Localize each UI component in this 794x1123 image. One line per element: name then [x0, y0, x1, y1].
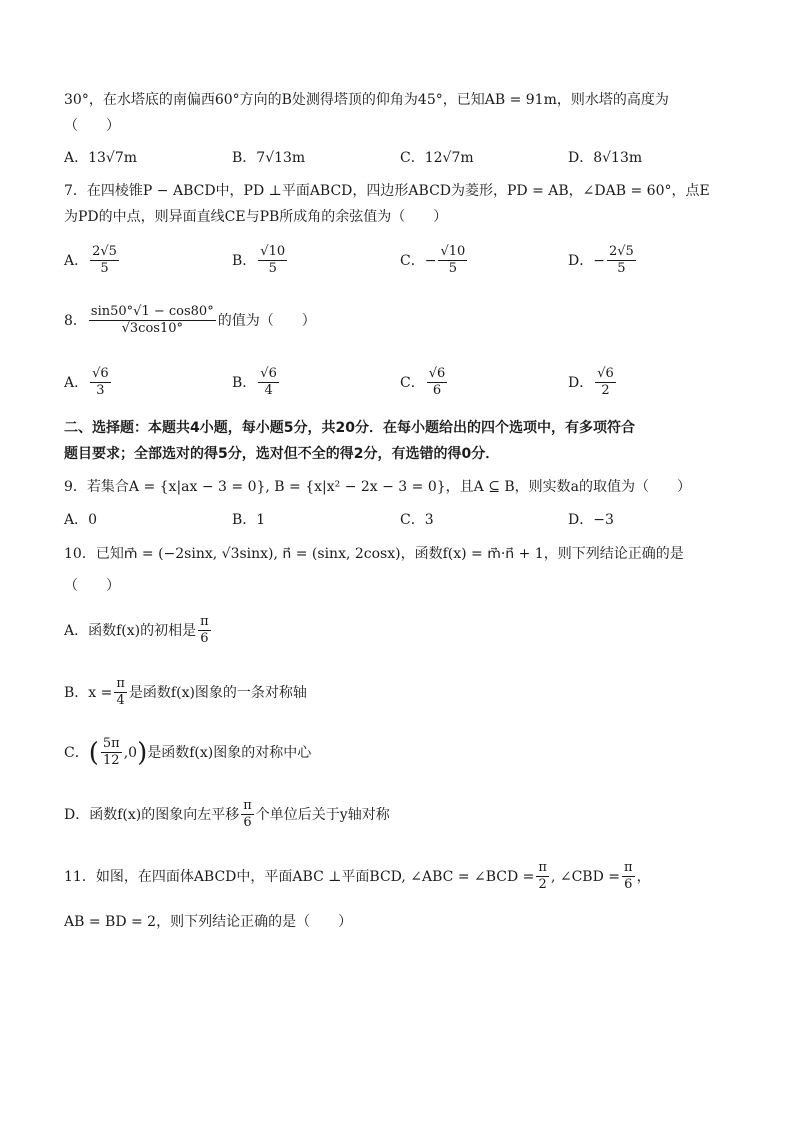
option-text: D．函数f(x)的图象向左平移	[64, 806, 240, 823]
q8-stem	[64, 304, 316, 337]
q7-option-a	[64, 244, 121, 277]
point-second-coordinate: ,0	[123, 744, 138, 761]
fraction	[622, 860, 635, 893]
q11-stem-text: 11．如图，在四面体ABCD中，平面ABC ⊥平面BCD, ∠ABC = ∠BCD =	[64, 868, 535, 885]
numerator: 5π	[102, 736, 120, 751]
option-label: C．	[400, 374, 425, 391]
denominator: 5	[448, 261, 457, 276]
q10-option-b	[64, 676, 307, 709]
left-paren-glyph: (	[88, 737, 99, 768]
fraction	[258, 244, 287, 277]
option-text-tail: 个单位后关于y轴对称	[255, 806, 390, 823]
denominator: 6	[243, 815, 252, 830]
q8-option-c	[400, 366, 449, 399]
option-label: C．	[64, 744, 89, 761]
fraction	[101, 736, 122, 769]
q7-option-b	[232, 244, 289, 277]
numerator: √6	[92, 366, 109, 381]
option-text-tail: 是函数f(x)图象的一条对称轴	[128, 684, 307, 701]
numerator: sin50°√1 − cos80°	[90, 304, 214, 319]
numerator: π	[200, 614, 209, 629]
q7-stem-line2: 为PD的中点，则异面直线CE与PB所成角的余弦值为（ ）	[64, 209, 448, 225]
q6-option-b: B．7√13m	[232, 150, 306, 166]
q9-stem: 9．若集合A = {x|ax − 3 = 0}, B = {x|x² − 2x − 3 = 0}，且A ⊆ B，则实数a的取值为（ ）	[64, 479, 692, 495]
q9-option-d: D．−3	[568, 512, 614, 528]
numerator: π	[624, 860, 633, 875]
question-number: 8．	[64, 312, 87, 329]
fraction	[114, 676, 127, 709]
q6-option-a: A．13√7m	[64, 150, 138, 166]
option-text: A．函数f(x)的初相是	[64, 622, 197, 639]
fraction	[258, 366, 279, 399]
q11-stem-tail: ，	[636, 868, 651, 885]
fraction	[595, 366, 616, 399]
fraction	[536, 860, 549, 893]
fraction	[438, 244, 467, 277]
denominator: 5	[617, 261, 626, 276]
q6-answer-paren: （ ）	[64, 118, 120, 134]
numerator: π	[243, 798, 252, 813]
q10-option-c	[64, 736, 311, 769]
section-2-heading-line2: 题目要求；全部选对的得5分，选对但不全的得2分，有选错的得0分．	[64, 446, 500, 462]
q7-option-c	[400, 244, 469, 277]
denominator: 5	[268, 261, 277, 276]
q10-stem: 10．已知m⃗ = (−2sinx, √3sinx), n⃗ = (sinx, 2cosx)，函数f(x) = m⃗·n⃗ + 1，则下列结论正确的是	[64, 546, 684, 562]
q10-answer-paren: （ ）	[64, 578, 120, 594]
q9-option-c: C．3	[400, 512, 434, 528]
q8-expression-fraction	[89, 304, 216, 337]
denominator: 4	[116, 693, 125, 708]
q6-stem-continuation: 30°，在水塔底的南偏西60°方向的B处测得塔顶的仰角为45°，已知AB = 91m，则水塔的高度为	[64, 92, 669, 108]
q6-option-c: C．12√7m	[400, 150, 474, 166]
denominator: 5	[100, 261, 109, 276]
numerator: π	[538, 860, 547, 875]
numerator: √6	[428, 366, 446, 381]
option-label: C．−	[400, 252, 437, 269]
q9-option-b: B．1	[232, 512, 266, 528]
q7-option-d	[568, 244, 638, 277]
q10-option-d	[64, 798, 390, 831]
numerator: √6	[260, 366, 277, 381]
option-label: B．	[232, 374, 257, 391]
q7-stem-line1: 7．在四棱锥P − ABCD中，PD ⊥平面ABCD，四边形ABCD为菱形，PD = AB，∠DAB = 60°，点E	[64, 183, 710, 199]
fraction	[198, 614, 211, 647]
q6-option-d: D．8√13m	[568, 150, 643, 166]
option-label: A．	[64, 374, 89, 391]
fraction	[90, 244, 119, 277]
numerator: π	[116, 676, 125, 691]
q10-option-a	[64, 614, 213, 647]
fraction	[427, 366, 448, 399]
denominator: √3cos10°	[121, 321, 183, 336]
q9-option-a: A．0	[64, 512, 98, 528]
denominator: 2	[538, 877, 547, 892]
q8-option-d	[568, 366, 618, 399]
denominator: 3	[96, 383, 105, 398]
interval-point	[89, 736, 148, 769]
option-label: D．−	[568, 252, 605, 269]
fraction	[90, 366, 111, 399]
numerator: 2√5	[92, 244, 117, 259]
numerator: √10	[440, 244, 466, 259]
option-text: B．x =	[64, 684, 113, 701]
right-paren-glyph: )	[137, 737, 148, 768]
q11-stem-line1	[64, 860, 651, 893]
numerator: √6	[597, 366, 614, 381]
option-label: A．	[64, 252, 89, 269]
denominator: 2	[601, 383, 610, 398]
fraction	[607, 244, 636, 277]
numerator: √10	[260, 244, 286, 259]
numerator: 2√5	[608, 244, 634, 259]
option-label: D．	[568, 374, 594, 391]
q11-stem-line2: AB = BD = 2，则下列结论正确的是（ ）	[64, 914, 353, 930]
denominator: 6	[624, 877, 633, 892]
denominator: 6	[432, 383, 442, 398]
option-text-tail: 是函数f(x)图象的对称中心	[147, 744, 312, 761]
q8-stem-suffix: 的值为（ ）	[217, 312, 316, 329]
q8-option-b	[232, 366, 281, 399]
denominator: 4	[264, 383, 273, 398]
denominator: 6	[200, 631, 209, 646]
option-label: B．	[232, 252, 257, 269]
section-2-heading-line1: 二、选择题：本题共4小题，每小题5分，共20分．在每小题给出的四个选项中，有多项符合	[64, 420, 635, 436]
denominator: 12	[103, 753, 120, 768]
q8-option-a	[64, 366, 113, 399]
fraction	[241, 798, 254, 831]
q11-stem-mid: , ∠CBD =	[550, 868, 621, 885]
